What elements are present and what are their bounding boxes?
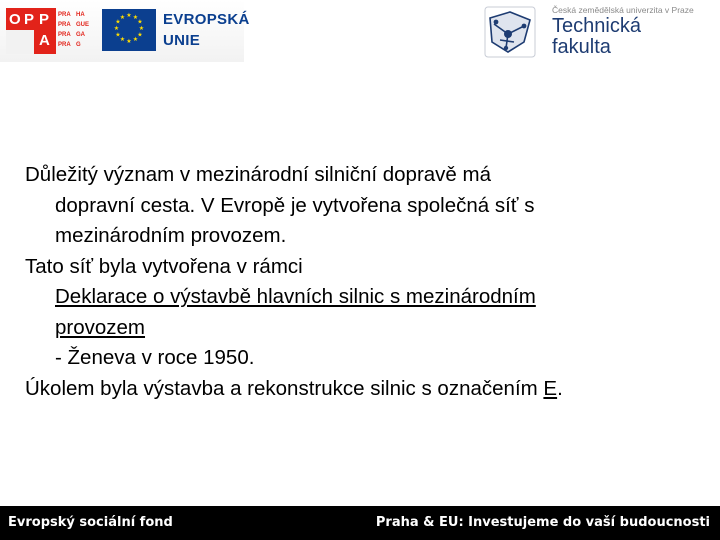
praha-grid-cell: G bbox=[76, 42, 81, 48]
praha-grid-cell: PRA bbox=[58, 42, 71, 48]
praha-grid-cell: HA bbox=[76, 12, 85, 18]
body-line-text: Úkolem byla výstavba a rekonstrukce silnic s označením bbox=[25, 376, 544, 400]
svg-text:★: ★ bbox=[137, 31, 143, 39]
praha-grid-cell: GA bbox=[76, 32, 85, 38]
praha-logo-grid bbox=[58, 10, 94, 50]
university-name: Česká zemědělská univerzita v Praze bbox=[552, 5, 694, 15]
svg-text:★: ★ bbox=[119, 14, 126, 21]
body-line: dopravní cesta. V Evropě je vytvořena společná síť s bbox=[55, 193, 535, 217]
svg-text:★: ★ bbox=[115, 18, 121, 26]
svg-text:★: ★ bbox=[126, 12, 132, 19]
slide-body-text bbox=[25, 160, 705, 404]
header-left-logos bbox=[0, 0, 250, 62]
declaration-link-line: provozem bbox=[55, 315, 146, 339]
svg-text:★: ★ bbox=[113, 25, 120, 32]
footer-left-text: Evropský sociální fond bbox=[8, 515, 173, 530]
road-marking-e: E bbox=[543, 376, 558, 400]
svg-text:★: ★ bbox=[126, 38, 132, 45]
faculty-name-line2: fakulta bbox=[552, 36, 611, 58]
praha-grid-cell: PRA bbox=[58, 12, 71, 18]
footer-right-text: Praha & EU: Investujeme do vaší budoucnosti bbox=[375, 515, 710, 530]
svg-text:★: ★ bbox=[115, 31, 121, 39]
svg-text:★: ★ bbox=[132, 14, 139, 21]
body-line-last bbox=[25, 374, 705, 405]
opp-a-letter-a: A bbox=[39, 32, 50, 49]
opp-a-letter-p: P bbox=[24, 11, 35, 28]
praha-grid-cell: GUE bbox=[76, 22, 90, 28]
eu-flag-icon bbox=[102, 9, 156, 51]
technical-faculty-emblem-icon bbox=[484, 6, 536, 58]
praha-grid-cell: PRA bbox=[58, 22, 71, 28]
opp-a-logo bbox=[6, 8, 56, 54]
opp-a-letter-o: O bbox=[9, 11, 21, 28]
svg-text:★: ★ bbox=[132, 36, 139, 43]
opp-a-letter-p-2: P bbox=[39, 11, 50, 28]
body-line: Tato síť byla vytvořena v rámci bbox=[25, 254, 303, 278]
declaration-link-line: Deklarace o výstavbě hlavních silnic s mezinárodním bbox=[55, 285, 536, 308]
svg-text:★: ★ bbox=[119, 36, 126, 43]
eu-label-line2: UNIE bbox=[163, 32, 201, 49]
body-line: - Ženeva v roce 1950. bbox=[55, 346, 255, 369]
header bbox=[0, 0, 720, 62]
eu-label-line1: EVROPSKÁ bbox=[163, 11, 250, 28]
svg-text:★: ★ bbox=[137, 18, 143, 26]
footer-bar bbox=[0, 506, 720, 540]
svg-text:★: ★ bbox=[138, 25, 145, 32]
faculty-name-line1: Technická bbox=[552, 15, 641, 37]
body-line-period: . bbox=[557, 376, 563, 400]
body-line: Důležitý význam v mezinárodní silniční dopravě má bbox=[25, 163, 491, 186]
body-line: mezinárodním provozem. bbox=[55, 224, 287, 247]
praha-grid-cell: PRA bbox=[58, 32, 71, 38]
